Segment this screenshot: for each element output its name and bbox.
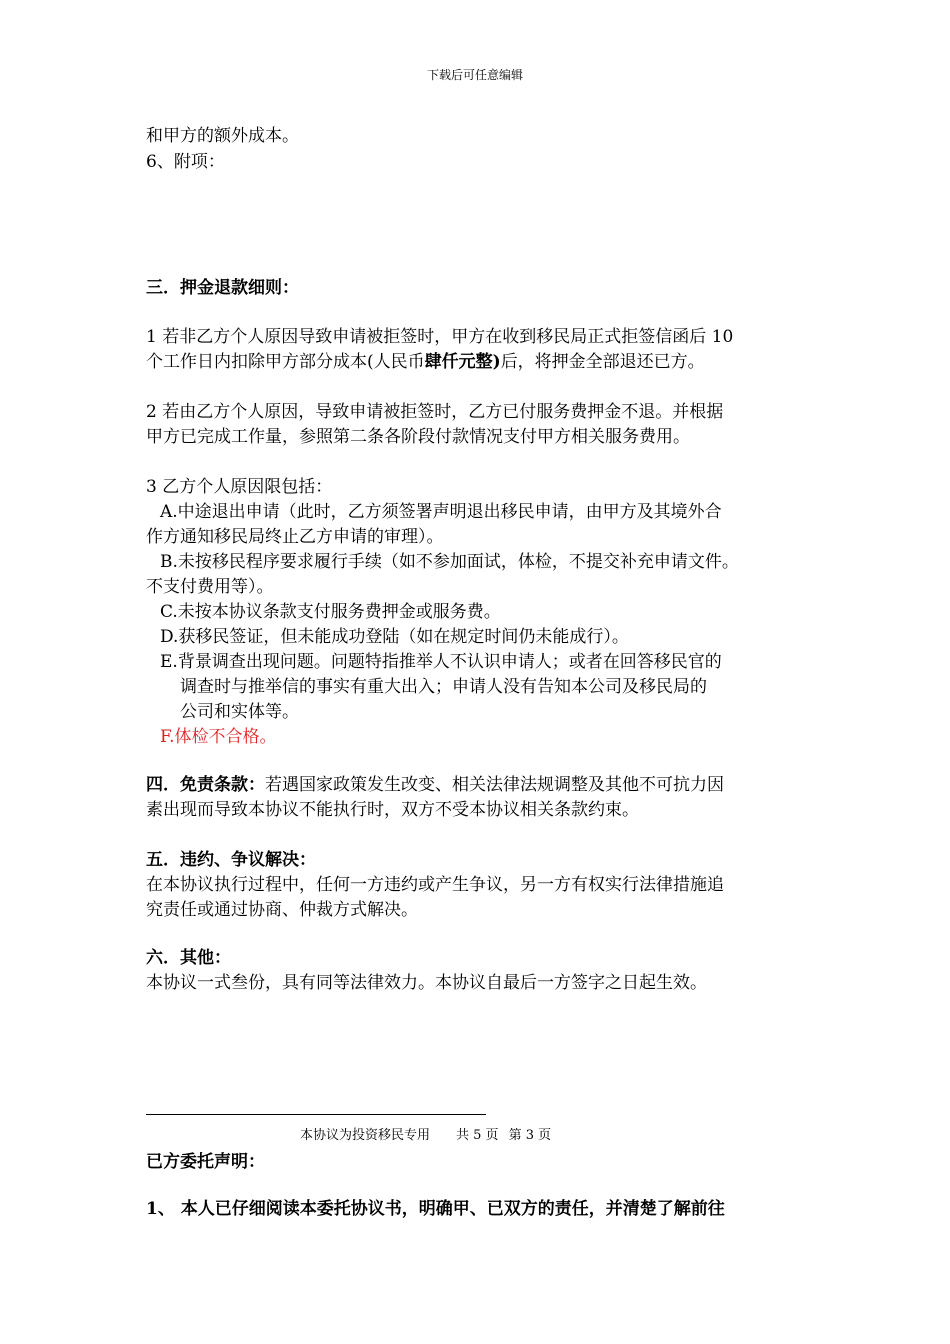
declaration-title: 已方委托声明： <box>146 1152 265 1172</box>
list-item-e-line-2: 调查时与推举信的事实有重大出入；申请人没有告知本公司及移民局的 <box>180 677 707 697</box>
footer-divider <box>146 1114 486 1115</box>
header-note: 下载后可任意编辑 <box>426 68 523 82</box>
section-4-title: 四．免责条款： <box>146 775 265 795</box>
list-item-b-line-2: 不支付费用等）。 <box>146 577 274 597</box>
section-4-line-1 <box>146 773 724 798</box>
footer-current-page: 第 3 页 <box>508 1128 552 1143</box>
section-4-line-2: 素出现而导致本协议不能执行时，双方不受本协议相关条款约束。 <box>146 800 639 820</box>
footer-purpose: 本协议为投资移民专用 <box>300 1128 431 1143</box>
list-item-e-line-1: E.背景调查出现问题。问题特指推举人不认识申请人；或者在回答移民官的 <box>160 652 722 672</box>
list-item-a-line-2: 作方通知移民局终止乙方申请的审理）。 <box>146 527 444 547</box>
page-footer <box>300 1124 577 1143</box>
section-3-p1-line-2 <box>146 350 705 375</box>
section-3-title: 三．押金退款细则： <box>146 278 299 298</box>
intro-line-1: 和甲方的额外成本。 <box>146 126 299 146</box>
section-6-line-1: 本协议一式叁份，具有同等法律效力。本协议自最后一方签字之日起生效。 <box>146 973 707 993</box>
section-5-line-2: 究责任或通过协商、仲裁方式解决。 <box>146 900 418 920</box>
deposit-amount: 肆仟元整) <box>424 352 501 372</box>
section-3-p2-line-1: 2 若由乙方个人原因，导致申请被拒签时，乙方已付服务费押金不退。并根据 <box>146 402 724 422</box>
list-item-a-line-1: A.中途退出申请（此时，乙方须签署声明退出移民申请，由甲方及其境外合 <box>160 502 722 522</box>
section-4-text: 若遇国家政策发生改变、相关法律法规调整及其他不可抗力因 <box>265 775 724 795</box>
list-item-b-line-1: B.未按移民程序要求履行手续（如不参加面试，体检，不提交补充申请文件。 <box>160 552 739 572</box>
declaration-item-1: 1、 本人已仔细阅读本委托协议书，明确甲、已双方的责任，并清楚了解前往 <box>146 1199 725 1219</box>
section-3-p2-line-2: 甲方已完成工作量，参照第二条各阶段付款情况支付甲方相关服务费用。 <box>146 427 690 447</box>
intro-line-2: 6、附项： <box>146 152 225 172</box>
section-6-title: 六．其他： <box>146 948 231 968</box>
p1-text-c: 后，将押金全部退还已方。 <box>500 352 705 372</box>
section-3-p1-line-1: 1 若非乙方个人原因导致申请被拒签时，甲方在收到移民局正式拒签信函后 10 <box>146 327 734 347</box>
list-item-c: C.未按本协议条款支付服务费押金或服务费。 <box>160 602 501 622</box>
section-5-line-1: 在本协议执行过程中，任何一方违约或产生争议，另一方有权实行法律措施追 <box>146 875 724 895</box>
section-3-p3-title: 3 乙方个人原因限包括： <box>146 477 333 497</box>
p1-text-a: 个工作日内扣除甲方部分成本(人民币 <box>146 352 425 372</box>
list-item-f: F.体检不合格。 <box>160 727 277 747</box>
section-5-title: 五．违约、争议解决： <box>146 850 316 870</box>
list-item-d: D.获移民签证，但未能成功登陆（如在规定时间仍未能成行）。 <box>160 627 629 647</box>
list-item-e-line-3: 公司和实体等。 <box>180 702 299 722</box>
footer-total-pages: 共 5 页 <box>456 1128 499 1143</box>
